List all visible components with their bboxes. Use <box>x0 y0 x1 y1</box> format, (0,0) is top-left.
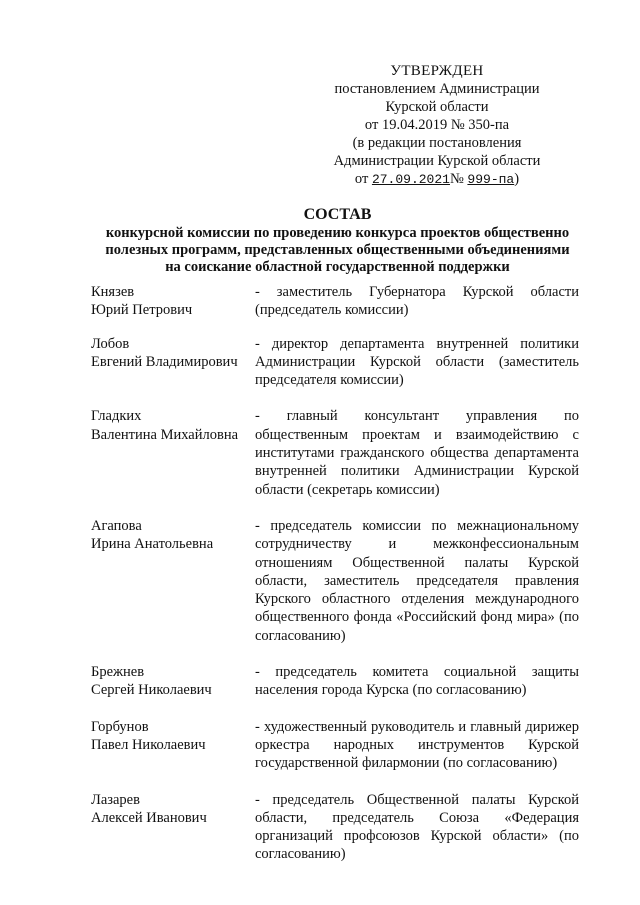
member-name <box>91 407 255 498</box>
approval-number-sign: № <box>449 171 464 187</box>
member-role: - председатель Общественной палаты Курской области, председатель Союза «Федерация организаций профсоюзов Курской области» (по согласованию) <box>255 791 579 863</box>
approval-line: Курской области <box>385 99 489 115</box>
member-given-name: Алексей Иванович <box>91 809 207 826</box>
member-row <box>91 283 591 320</box>
member-role: - председатель комитета социальной защиты населения города Курска (по согласованию) <box>255 664 579 699</box>
member-row <box>91 663 591 700</box>
member-role: - директор департамента внутренней политики Администрации Курской области (заместитель председателя комиссии) <box>255 335 579 389</box>
approval-number: 999-па <box>467 172 515 187</box>
member-surname: Брежнев <box>91 664 145 681</box>
member-given-name: Евгений Владимирович <box>91 353 238 370</box>
member-name <box>91 335 255 390</box>
approval-line: Администрации Курской области <box>333 153 541 169</box>
member-row <box>91 335 591 390</box>
members-list <box>91 283 591 864</box>
member-row <box>91 407 591 498</box>
member-name <box>91 517 255 645</box>
member-surname: Князев <box>91 284 135 300</box>
member-name <box>91 791 255 864</box>
approval-prefix: от <box>354 171 369 187</box>
member-row <box>91 791 591 864</box>
approval-line: (в редакции постановления <box>352 135 522 151</box>
heading-line: конкурсной комиссии по проведению конкурса проектов общественно <box>105 225 570 241</box>
heading-line: полезных программ, представленных общественными объединениями <box>105 242 570 258</box>
member-surname: Лазарев <box>91 791 140 808</box>
member-role: - главный консультант управления по общественным проектам и взаимодействию с институтами гражданского общества департамента внутренней политики Администрации Курской области (секретарь комиссии) <box>255 408 579 498</box>
approval-stamp <box>322 62 552 189</box>
document-heading <box>80 206 595 276</box>
approval-line: от 19.04.2019 № 350-па <box>364 117 510 133</box>
member-name <box>91 718 255 773</box>
heading-line: на соискание областной государственной поддержки <box>165 259 510 275</box>
member-role: - заместитель Губернатора Курской области (председатель комиссии) <box>255 284 579 319</box>
member-surname: Горбунов <box>91 718 149 735</box>
member-surname: Агапова <box>91 517 142 534</box>
member-row <box>91 718 591 773</box>
approval-line: постановлением Администрации <box>334 81 540 97</box>
member-given-name: Ирина Анатольевна <box>91 536 214 553</box>
member-role: - художественный руководитель и главный дирижер оркестра народных инструментов Курской государственной филармонии (по согласованию) <box>255 718 579 772</box>
member-surname: Лобов <box>91 335 130 352</box>
approval-date: 27.09.2021 <box>371 172 450 187</box>
member-name <box>91 663 255 700</box>
approval-suffix: ) <box>514 171 520 187</box>
member-given-name: Павел Николаевич <box>91 736 206 753</box>
member-role: - председатель комиссии по межнациональному сотрудничеству и межконфессиональным отношениям Общественной палаты Курской области, заместитель председателя правления Курского областного отделения международного общественного фонда «Российский фонд мира» (по согласованию) <box>255 517 579 644</box>
document-title: СОСТАВ <box>303 206 372 223</box>
member-given-name: Валентина Михайловна <box>91 426 239 443</box>
member-surname: Гладких <box>91 408 142 425</box>
approval-title: УТВЕРЖДЕН <box>390 63 484 79</box>
member-row <box>91 517 591 645</box>
member-given-name: Сергей Николаевич <box>91 682 212 699</box>
approval-revision-line <box>322 170 552 189</box>
member-given-name: Юрий Петрович <box>91 302 193 319</box>
member-name <box>91 283 255 320</box>
